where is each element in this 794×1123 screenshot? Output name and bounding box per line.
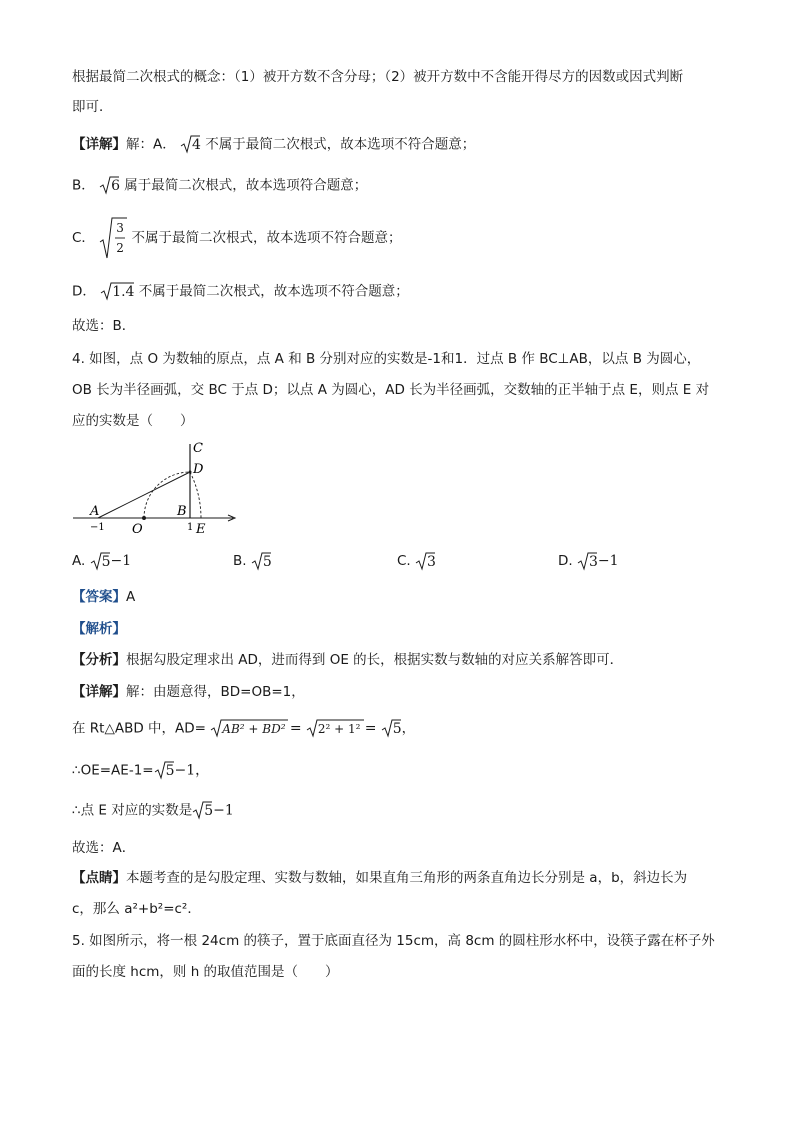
q4-line2: OB 长为半径画弧，交 BC 于点 D；以点 A 为圆心，AD 长为半径画弧，交数轴的正半轴于点 E，则点 E 对 [72, 382, 710, 398]
q5-line2: 面的长度 hcm，则 h 的取值范围是（ ） [72, 964, 339, 980]
sqrt-6: 6 [99, 175, 120, 196]
option-a[interactable]: A. 5−1 [72, 553, 132, 570]
detail-d-text: 不属于最简二次根式，故本选项不符合题意； [138, 283, 409, 300]
option-b[interactable]: B. 5 [233, 553, 272, 570]
detail-c-text: 不属于最简二次根式，故本选项不符合题意； [131, 230, 402, 246]
q5-line1: 5. 如图所示，将一根 24cm 的筷子，置于底面直径为 15cm，高 8cm 的圆柱形水杯中，设筷子露在杯子外 [72, 933, 715, 949]
q4-line1: 4. 如图，点 O 为数轴的原点，点 A 和 B 分别对应的实数是-1和1．过点 B 作 BC⊥AB，以点 B 为圆心， [72, 351, 701, 367]
label-e: E [196, 522, 206, 537]
detail2-line3: ∴OE=AE-1= 5−1， [72, 762, 210, 779]
detail-d-prefix: D． [72, 283, 96, 300]
sqrt-1-4: 1.4 [100, 281, 134, 302]
tick-1: 1 [187, 522, 194, 533]
answer-value: A [126, 589, 136, 605]
answer-tag: 【答案】 [72, 589, 126, 605]
sqrt-2sq-1sq: 2² + 1² [306, 718, 361, 739]
detail-a-prefix: 解：A． [126, 136, 176, 153]
tick-neg1: −1 [90, 522, 105, 533]
detail-b-prefix: B． [72, 177, 95, 194]
sqrt-5: 5 [381, 718, 402, 739]
detail2-line2: 在 Rt△ABD 中，AD= AB² + BD² = 2² + 1² = 5， [72, 718, 415, 739]
arc-de [190, 472, 201, 518]
point-line1: 【点睛】本题考查的是勾股定理、实数与数轴，如果直角三角形的两条直角边长分别是 a，b，斜边长为 [72, 870, 688, 886]
sqrt-fraction-3-2: 3 2 [99, 228, 127, 248]
paragraph-concept-line2: 即可． [72, 99, 113, 115]
sqrt-ab2-bd2: AB² + BD² [210, 718, 285, 739]
detail2-line1: 【详解】解：由题意得，BD=OB=1， [72, 684, 305, 700]
number-line-figure [68, 436, 248, 536]
detail-tag: 【详解】 [72, 136, 126, 153]
choose-a: 故选：A． [72, 840, 136, 856]
option-c[interactable]: C. 3 [397, 553, 436, 570]
label-b: B [177, 504, 187, 519]
detail-option-b-line [72, 175, 367, 196]
analysis-title: 【解析】 [72, 621, 126, 637]
detail2-line4: ∴点 E 对应的实数是 5−1 [72, 802, 234, 819]
detail-b-text: 属于最简二次根式，故本选项符合题意； [124, 177, 368, 194]
detail-option-d-line [72, 281, 409, 302]
label-d: D [193, 462, 204, 477]
option-d[interactable]: D. 3−1 [558, 553, 619, 570]
answer-line [72, 587, 135, 607]
analysis-tag: 【分析】 [72, 652, 126, 668]
detail-option-c-line [72, 221, 402, 255]
choose-b: 故选：B． [72, 318, 136, 334]
analysis-text: 根据勾股定理求出 AD，进而得到 OE 的长，根据实数与数轴的对应关系解答即可． [126, 652, 624, 668]
paragraph-concept-line1: 根据最简二次根式的概念：（1）被开方数不含分母；（2）被开方数中不含能开得尽方的因数或因式判断 [72, 69, 684, 85]
point-line2: c，那么 a²+b²=c²． [72, 901, 201, 917]
analysis-line [72, 650, 623, 670]
label-a: A [90, 504, 100, 519]
point-o [142, 516, 146, 520]
detail-a-text: 不属于最简二次根式，故本选项不符合题意； [205, 136, 476, 153]
q4-line3: 应的实数是（ ） [72, 413, 194, 429]
detail-c-prefix: C． [72, 230, 95, 246]
sqrt-4: 4 [180, 134, 201, 155]
label-c: C [193, 441, 203, 456]
label-o: O [132, 522, 143, 537]
detail-option-a-line [72, 134, 475, 155]
point-d [189, 471, 192, 474]
